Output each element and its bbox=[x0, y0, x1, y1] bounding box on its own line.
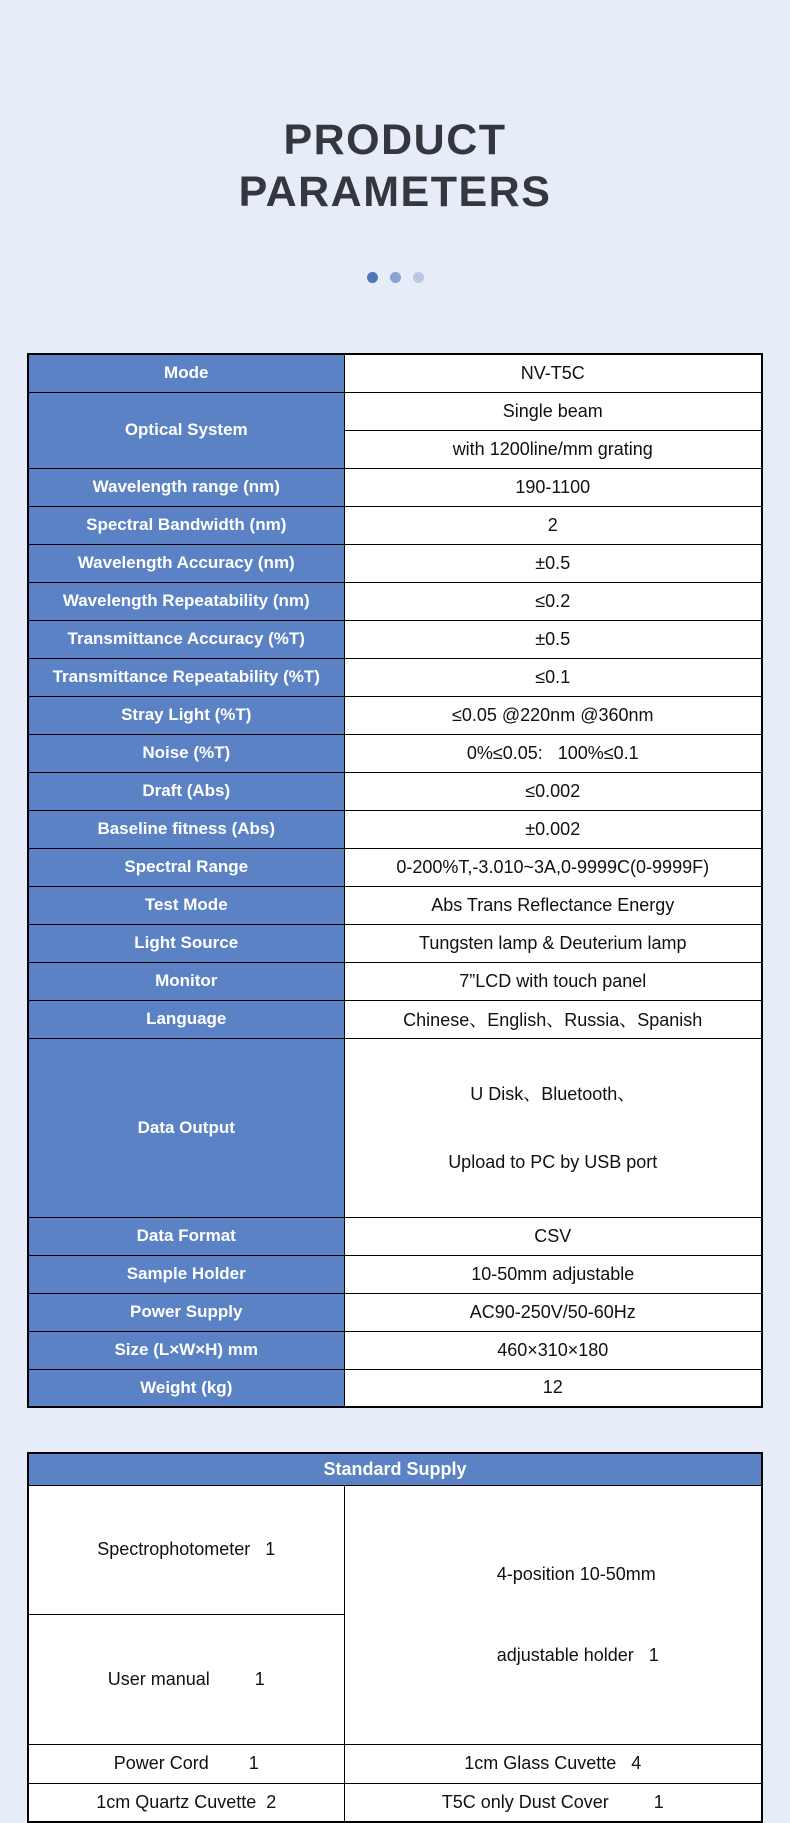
param-value: with 1200line/mm grating bbox=[344, 430, 762, 468]
supply-row bbox=[28, 1783, 762, 1822]
param-row bbox=[28, 620, 762, 658]
param-row bbox=[28, 582, 762, 620]
param-row bbox=[28, 468, 762, 506]
param-row bbox=[28, 810, 762, 848]
param-label: Stray Light (%T) bbox=[28, 696, 344, 734]
param-value: ≤0.1 bbox=[344, 658, 762, 696]
param-value: Abs Trans Reflectance Energy bbox=[344, 886, 762, 924]
param-value: NV-T5C bbox=[344, 354, 762, 392]
supply-row bbox=[28, 1744, 762, 1783]
supply-header-row bbox=[28, 1453, 762, 1485]
param-value: ≤0.05 @220nm @360nm bbox=[344, 696, 762, 734]
param-value: 0%≤0.05: 100%≤0.1 bbox=[344, 734, 762, 772]
param-row bbox=[28, 772, 762, 810]
page-title-line1: PRODUCT bbox=[283, 116, 507, 164]
param-row bbox=[28, 1331, 762, 1369]
param-value: Chinese、English、Russia、Spanish bbox=[344, 1000, 762, 1038]
param-value: 460×310×180 bbox=[344, 1331, 762, 1369]
param-label: Mode bbox=[28, 354, 344, 392]
param-label: Wavelength Accuracy (nm) bbox=[28, 544, 344, 582]
page-title-line2: PARAMETERS bbox=[238, 168, 552, 216]
param-row bbox=[28, 886, 762, 924]
carousel-dots bbox=[0, 272, 790, 283]
param-label: Draft (Abs) bbox=[28, 772, 344, 810]
param-row bbox=[28, 506, 762, 544]
supply-item-line2: adjustable holder 1 bbox=[496, 1644, 659, 1665]
standard-supply-table bbox=[27, 1452, 763, 1823]
param-value: Single beam bbox=[344, 392, 762, 430]
param-label: Data Output bbox=[28, 1038, 344, 1217]
param-value bbox=[344, 1038, 762, 1217]
param-value: 190-1100 bbox=[344, 468, 762, 506]
carousel-dot-active[interactable] bbox=[367, 272, 378, 283]
supply-item: T5C only Dust Cover 1 bbox=[344, 1783, 762, 1822]
carousel-dot[interactable] bbox=[390, 272, 401, 283]
param-label: Noise (%T) bbox=[28, 734, 344, 772]
supply-item-merged bbox=[344, 1485, 762, 1744]
supply-row bbox=[28, 1485, 762, 1615]
supply-item: 1cm Glass Cuvette 4 bbox=[344, 1744, 762, 1783]
param-row bbox=[28, 544, 762, 582]
param-value: ≤0.002 bbox=[344, 772, 762, 810]
supply-item: Spectrophotometer 1 bbox=[28, 1485, 344, 1615]
param-label: Language bbox=[28, 1000, 344, 1038]
param-label: Wavelength Repeatability (nm) bbox=[28, 582, 344, 620]
param-row bbox=[28, 848, 762, 886]
param-row bbox=[28, 392, 762, 430]
param-value: ±0.5 bbox=[344, 620, 762, 658]
param-value: ±0.5 bbox=[344, 544, 762, 582]
param-label: Monitor bbox=[28, 962, 344, 1000]
param-label: Power Supply bbox=[28, 1293, 344, 1331]
param-label: Optical System bbox=[28, 392, 344, 468]
supply-item: Power Cord 1 bbox=[28, 1744, 344, 1783]
param-label: Data Format bbox=[28, 1217, 344, 1255]
param-row bbox=[28, 1293, 762, 1331]
supply-table-title: Standard Supply bbox=[28, 1453, 762, 1485]
param-label: Spectral Range bbox=[28, 848, 344, 886]
param-row bbox=[28, 658, 762, 696]
param-row bbox=[28, 1000, 762, 1038]
param-value: ±0.002 bbox=[344, 810, 762, 848]
param-value: 2 bbox=[344, 506, 762, 544]
param-row bbox=[28, 354, 762, 392]
param-row bbox=[28, 1038, 762, 1217]
param-row bbox=[28, 1369, 762, 1407]
param-label: Spectral Bandwidth (nm) bbox=[28, 506, 344, 544]
page-title bbox=[0, 114, 790, 218]
param-row bbox=[28, 1255, 762, 1293]
param-label: Baseline fitness (Abs) bbox=[28, 810, 344, 848]
param-value: 12 bbox=[344, 1369, 762, 1407]
param-value: 0-200%T,-3.010~3A,0-9999C(0-9999F) bbox=[344, 848, 762, 886]
param-value: 7”LCD with touch panel bbox=[344, 962, 762, 1000]
carousel-dot[interactable] bbox=[413, 272, 424, 283]
supply-item: User manual 1 bbox=[28, 1615, 344, 1745]
param-value: 10-50mm adjustable bbox=[344, 1255, 762, 1293]
product-parameters-table bbox=[27, 353, 763, 1408]
supply-item: 1cm Quartz Cuvette 2 bbox=[28, 1783, 344, 1822]
param-label: Transmittance Repeatability (%T) bbox=[28, 658, 344, 696]
param-row bbox=[28, 962, 762, 1000]
param-label: Sample Holder bbox=[28, 1255, 344, 1293]
param-value: AC90-250V/50-60Hz bbox=[344, 1293, 762, 1331]
param-value: ≤0.2 bbox=[344, 582, 762, 620]
param-row bbox=[28, 1217, 762, 1255]
param-row bbox=[28, 924, 762, 962]
param-row bbox=[28, 734, 762, 772]
param-label: Light Source bbox=[28, 924, 344, 962]
param-label: Weight (kg) bbox=[28, 1369, 344, 1407]
supply-item-line1: 4-position 10-50mm bbox=[496, 1563, 656, 1584]
param-label: Test Mode bbox=[28, 886, 344, 924]
param-row bbox=[28, 696, 762, 734]
param-label: Wavelength range (nm) bbox=[28, 468, 344, 506]
param-value: Tungsten lamp & Deuterium lamp bbox=[344, 924, 762, 962]
param-value-line2: Upload to PC by USB port bbox=[448, 1151, 658, 1172]
param-label: Size (L×W×H) mm bbox=[28, 1331, 344, 1369]
param-value-line1: U Disk、Bluetooth、 bbox=[470, 1083, 636, 1104]
param-label: Transmittance Accuracy (%T) bbox=[28, 620, 344, 658]
param-value: CSV bbox=[344, 1217, 762, 1255]
